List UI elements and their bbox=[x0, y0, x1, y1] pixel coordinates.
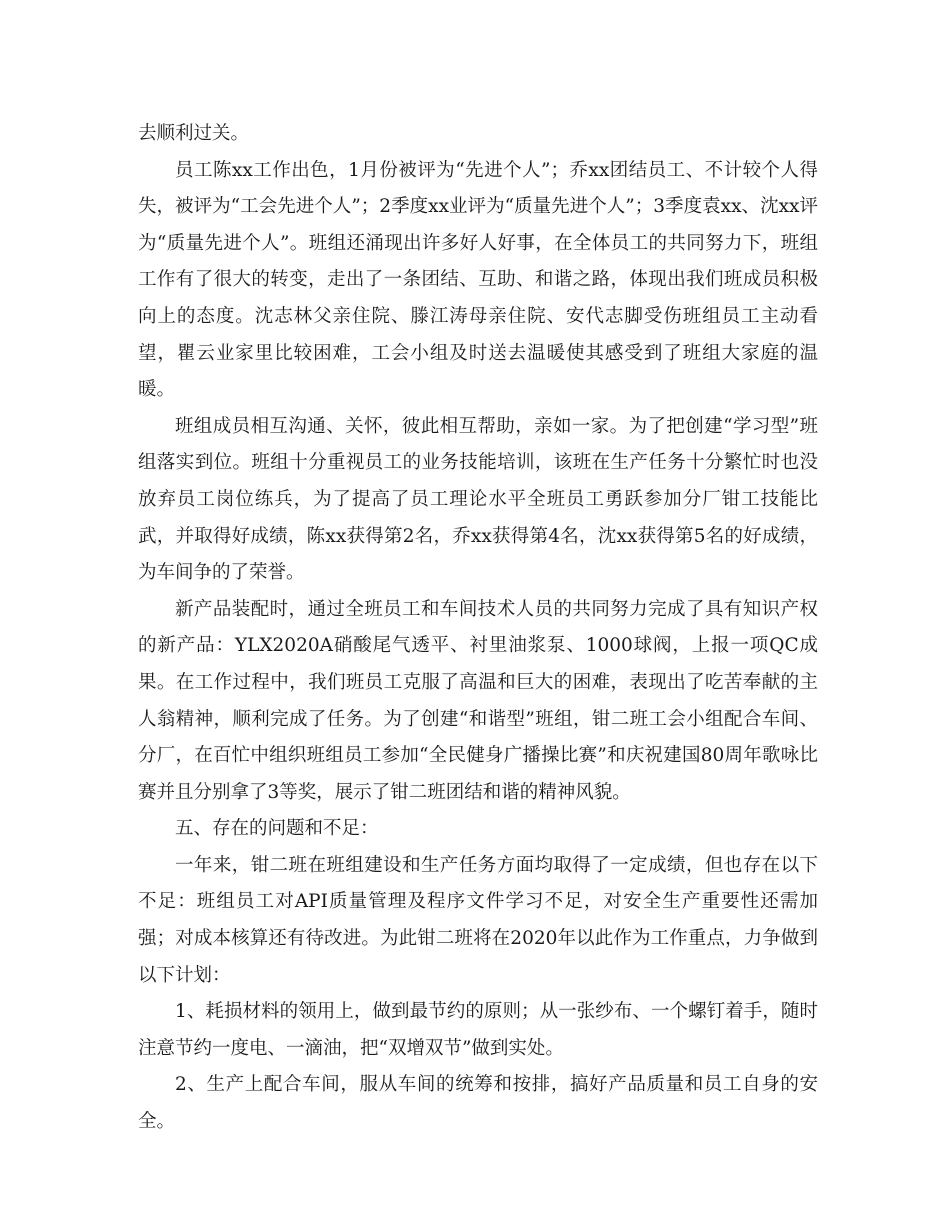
paragraph-employee-honors: 员工陈xx工作出色，1月份被评为“先进个人”；乔xx团结员工、不计较个人得失，被评为“工会先进个人”；2季度xx业评为“质量先进个人”；3季度袁xx、沈xx评为“质量先进个人”。班组还涌现出许多好人好事，在全体员工的共同努力下，班组工作有了很大的转变，走出了一条团结、互助、和谐之路，体现出我们班成员积极向上的态度。沈志林父亲住院、滕江涛母亲住院、安代志脚受伤班组员工主动看望，瞿云业家里比较困难，工会小组及时送去温暖使其感受到了班组大家庭的温暖。 bbox=[138, 159, 818, 401]
plan-item-1: 1、耗损材料的领用上，做到最节约的原则；从一张纱布、一个螺钉着手，随时注意节约一度电、一滴油，把“双增双节”做到实处。 bbox=[138, 1001, 818, 1059]
paragraph-learning-team: 班组成员相互沟通、关怀，彼此相互帮助，亲如一家。为了把创建“学习型”班组落实到位。班组十分重视员工的业务技能培训，该班在生产任务十分繁忙时也没放弃员工岗位练兵，为了提高了员工理论水平全班员工勇跃参加分厂钳工技能比武，并取得好成绩，陈xx获得第2名，乔xx获得第4名，沈xx获得第5名的好成绩，为车间争的了荣誉。 bbox=[138, 415, 818, 584]
plan-item-2: 2、生产上配合车间，服从车间的统筹和按排，搞好产品质量和员工自身的安全。 bbox=[138, 1074, 818, 1133]
paragraph-continuation: 去顺利过关。 bbox=[138, 123, 250, 144]
paragraph-shortcomings: 一年来，钳二班在班组建设和生产任务方面均取得了一定成绩，但也存在以下不足：班组员工对API质量管理及程序文件学习不足，对安全生产重要性还需加强；对成本核算还有待改进。为此钳二班将在2020年以此作为工作重点，力争做到以下计划： bbox=[138, 854, 818, 986]
section-heading-problems: 五、存在的问题和不足： bbox=[175, 818, 379, 840]
paragraph-new-products: 新产品装配时，通过全班员工和车间技术人员的共同努力完成了具有知识产权的新产品：YLX2020A硝酸尾气透平、衬里油浆泵、1000球阀，上报一项QC成果。在工作过程中，我们班员工克服了高温和巨大的困难，表现出了吃苦奉献的主人翁精神，顺利完成了任务。为了创建“和谐型”班组，钳二班工会小组配合车间、分厂，在百忙中组织班组员工参加“全民健身广播操比赛”和庆祝建国80周年歌咏比赛并且分别拿了3等奖，展示了钳二班团结和谐的精神风貌。 bbox=[138, 598, 818, 803]
